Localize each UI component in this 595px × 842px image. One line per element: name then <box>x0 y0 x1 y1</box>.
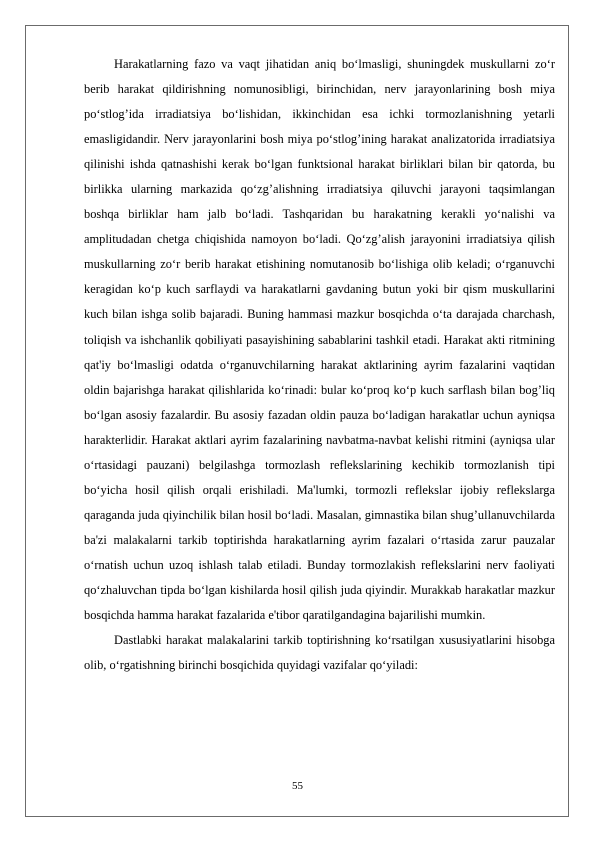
page-body <box>84 52 555 678</box>
paragraph-1: Harakatlarning fazo va vaqt jihatidan aniq bo‘lmasligi, shuningdek muskullarni zo‘r berib harakat qildirishning nomunosibligi, birinchidan, nerv jarayonlarining bosh miya po‘stlog’ida irradiatsiya bo‘lishidan, ikkinchidan esa ichki tormozlanishning yetarli emasligidandir. Nerv jarayonlarini bosh miya po‘stlog’ining harakat analizatorida irradiatsiya qilinishi ishda qatnashishi kerak bo‘lgan funktsional harakat birliklari bilan bir qatorda, bu birlikka ularning markazida qo‘zg’alishning irradiatsiya qiluvchi jarayoni taqsimlangan boshqa birliklar ham jalb bo‘ladi. Tashqaridan bu harakatning kerakli yo‘nalishi va amplitudadan chetga chiqishida namoyon bo‘ladi. Qo‘zg’alish jarayonini irradiatsiya qilish muskullarning zo‘r berib harakat etishining nomutanosib bo‘lishiga olib keladi; o‘rganuvchi keragidan ko‘p kuch sarflaydi va harakatlarni gavdaning butun yoki bir qism muskullarini kuch bilan ishga solib bajaradi. Buning hammasi mazkur bosqichda o‘ta darajada charchash, toliqish va ishchanlik qobiliyati pasayishining sabablarini tashkil etadi. Harakat akti ritmining qat'iy bo‘lmasligi odatda o‘rganuvchilarning harakat aktlarining ayrim fazalarini vaqtidan oldin bajarishga harakat qilishlarida ko‘rinadi: bular ko‘proq ko‘p kuch sarflash bilan bog’liq bo‘lgan asosiy fazalardir. Bu asosiy fazadan oldin pauza bo‘ladigan harakatlar uchun ayniqsa harakterlidir. Harakat aktlari ayrim fazalarining navbatma-navbat kelishi ritmini (ayniqsa ular o‘rtasidagi pauzani) belgilashga tormozlash reflekslarining kechikib tormozlanish tipi bo‘yicha hosil qilish orqali erishiladi. Ma'lumki, tormozli reflekslar ijobiy reflekslarga qaraganda juda qiyinchilik bilan hosil bo‘ladi. Masalan, gimnastika bilan shug’ullanuvchilarda ba'zi malakalarni tarkib toptirishda harakatlarning ayrim fazalari o‘rtasida zarur pauzalar o‘rnatish uchun uzoq ishlash talab etiladi. Bunday tormozlakish reflekslarini nerv faoliyati qo‘zhaluvchan tipda bo‘lgan kishilarda hosil qilish juda qiyindir. Murakkab harakatlar mazkur bosqichda hamma harakat fazalarida e'tibor qaratilgandagina bajarilishi mumkin. <box>84 57 555 623</box>
paragraph-2: Dastlabki harakat malakalarini tarkib toptirishning ko‘rsatilgan xususiyatlarini hisobga olib, o‘rgatishning birinchi bosqichida quyidagi vazifalar qo‘yiladi: <box>84 633 555 673</box>
page-number: 55 <box>292 780 303 792</box>
